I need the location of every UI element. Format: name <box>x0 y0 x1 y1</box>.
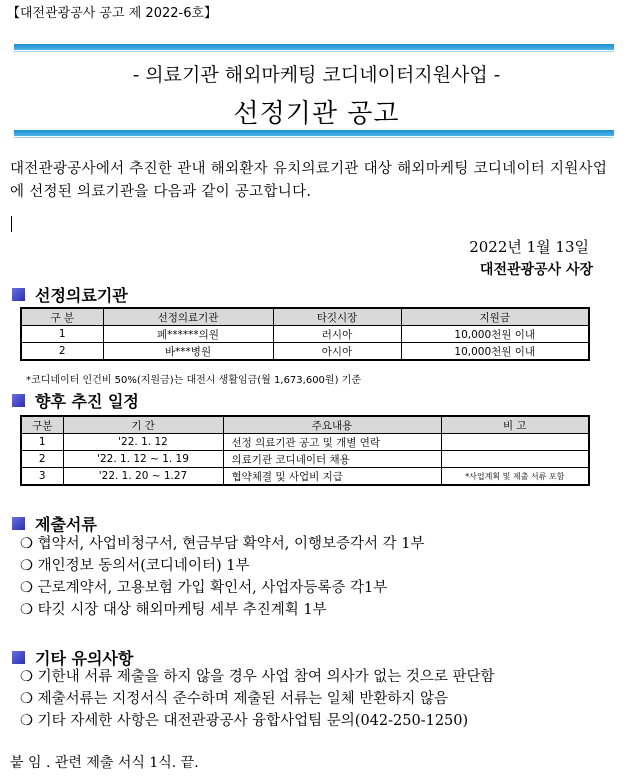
list-item: ❍ 제출서류는 지정서식 준수하며 제출된 서류는 일체 반환하지 않음 <box>20 691 449 707</box>
table-header: 지원금 <box>401 308 589 326</box>
section-documents <box>12 512 97 535</box>
table-header-row <box>21 308 589 326</box>
intro-paragraph: 대전관광공사에서 추진한 관내 해외환자 유치의료기관 대상 해외마케팅 코디네이터 지원사업에 선정된 의료기관을 다음과 같이 공고합니다. <box>10 161 608 200</box>
table-header-row <box>21 416 589 434</box>
table-header: 기 간 <box>63 416 223 434</box>
table-cell: 의료기관 코디네이터 채용 <box>223 451 441 468</box>
schedule-table <box>20 415 590 486</box>
table-cell <box>441 451 589 468</box>
notes-list <box>20 666 495 732</box>
table-cell: 협약체결 및 사업비 지급 <box>223 468 441 486</box>
table-header: 구 분 <box>21 308 103 326</box>
table-cell: 1 <box>21 434 63 451</box>
list-item: ❍ 기한내 서류 제출을 하지 않을 경우 사업 참여 의사가 없는 것으로 판단함 <box>20 669 495 685</box>
table-cell: 2 <box>21 343 103 361</box>
square-bullet-icon <box>12 517 25 530</box>
document-title: 선정기관 공고 <box>233 99 400 129</box>
section-schedule <box>12 389 139 412</box>
table-header: 주요내용 <box>223 416 441 434</box>
list-item: ❍ 타깃 시장 대상 해외마케팅 세부 추진계획 1부 <box>20 602 327 618</box>
table-cell: 10,000천원 이내 <box>401 343 589 361</box>
header-rule-top-thin <box>14 51 614 52</box>
header-rule-bottom <box>14 130 614 136</box>
selected-institutions-table <box>20 307 590 361</box>
table-cell: 1 <box>21 326 103 343</box>
table-header: 구분 <box>21 416 63 434</box>
attachment-line: 붙 임 . 관련 제출 서식 1식. 끝. <box>10 755 199 771</box>
table-cell: 3 <box>21 468 63 486</box>
section-selected <box>12 283 128 306</box>
documents-list <box>20 533 424 621</box>
square-bullet-icon <box>12 288 25 301</box>
section-title: 제출서류 <box>35 515 97 534</box>
table-header: 선정의료기관 <box>103 308 273 326</box>
table-cell: '22. 1. 20 ~ 1.27 <box>63 468 223 486</box>
table-cell <box>441 434 589 451</box>
section-title: 기타 유의사항 <box>35 649 134 668</box>
table-header: 비 고 <box>441 416 589 434</box>
table-cell: 선정 의료기관 공고 및 개별 연락 <box>223 434 441 451</box>
table-row <box>21 326 589 343</box>
list-item: ❍ 협약서, 사업비청구서, 현금부담 확약서, 이행보증각서 각 1부 <box>20 536 425 552</box>
table-footnote: *코디네이터 인건비 50%(지원금)는 대전시 생활임금(월 1,673,600원) 기준 <box>26 375 361 386</box>
table-cell: 페******의원 <box>103 326 273 343</box>
signer: 대전관광공사 사장 <box>479 262 593 278</box>
table-cell: '22. 1. 12 ~ 1. 19 <box>63 451 223 468</box>
announcement-date: 2022년 1월 13일 <box>469 238 589 256</box>
table-cell: 아시아 <box>273 343 401 361</box>
document-subtitle: - 의료기관 해외마케팅 코디네이터지원사업 - <box>132 64 501 86</box>
table-cell: 2 <box>21 451 63 468</box>
table-row <box>21 434 589 451</box>
table-cell: 바***병원 <box>103 343 273 361</box>
header-rule-bottom-thin <box>14 137 614 138</box>
table-row <box>21 468 589 486</box>
square-bullet-icon <box>12 394 25 407</box>
list-item: ❍ 근로계약서, 고용보험 가입 확인서, 사업자등록증 각1부 <box>20 580 388 596</box>
list-item: ❍ 기타 자세한 사항은 대전관광공사 융합사업팀 문의(042-250-1250) <box>20 713 469 729</box>
list-item: ❍ 개인정보 동의서(코디네이터) 1부 <box>20 558 250 574</box>
table-cell: 러시아 <box>273 326 401 343</box>
section-title: 선정의료기관 <box>35 286 128 305</box>
notice-number: 【대전관광공사 공고 제 2022-6호】 <box>7 6 218 21</box>
table-cell: 10,000천원 이내 <box>401 326 589 343</box>
table-cell: '22. 1. 12 <box>63 434 223 451</box>
text-cursor <box>11 216 12 232</box>
section-title: 향후 추진 일정 <box>35 392 139 411</box>
square-bullet-icon <box>12 651 25 664</box>
table-row <box>21 451 589 468</box>
header-rule-top <box>14 44 614 50</box>
table-row <box>21 343 589 361</box>
table-cell: *사업계획 및 제출 서류 포함 <box>441 468 589 486</box>
table-header: 타깃시장 <box>273 308 401 326</box>
